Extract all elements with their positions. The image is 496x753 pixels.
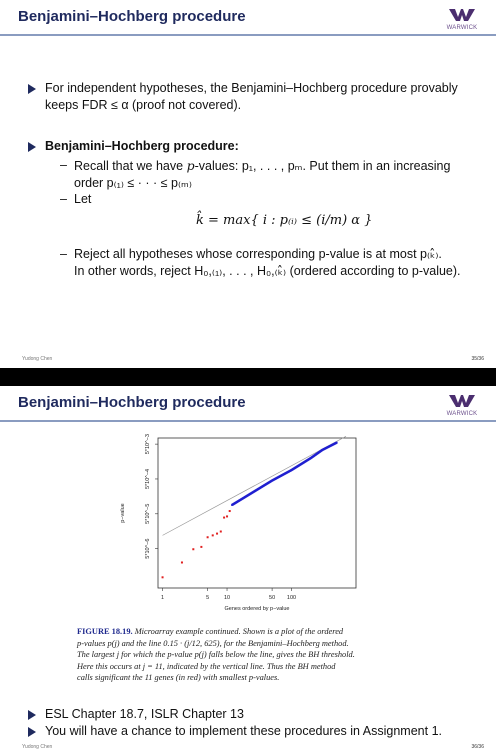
red-point bbox=[229, 510, 231, 512]
red-point bbox=[200, 546, 202, 548]
bullet-assignment: You will have a chance to implement these procedures in Assignment 1. bbox=[45, 724, 442, 738]
warwick-logo-text: WARWICK bbox=[446, 411, 478, 417]
slide-title: Benjamini–Hochberg procedure bbox=[18, 394, 246, 411]
sub-let: Let bbox=[74, 192, 92, 206]
bullet-triangle-icon bbox=[28, 84, 36, 94]
x-tick-label: 10 bbox=[223, 595, 231, 601]
x-tick-label: 50 bbox=[269, 595, 276, 601]
red-point bbox=[223, 517, 225, 519]
x-tick-label: 100 bbox=[286, 595, 297, 601]
y-tick-label: 5*10^−5 bbox=[145, 503, 151, 524]
figure-label: FIGURE 18.19. bbox=[77, 627, 133, 636]
bullet-triangle-icon bbox=[28, 710, 36, 720]
red-point bbox=[181, 561, 183, 563]
formula-khat: k̂ = max{ i : p₍ᵢ₎ ≤ (i/m) α } bbox=[196, 213, 373, 228]
y-tick-label: 5*10^−3 bbox=[145, 434, 151, 455]
sub-reject-line1: Reject all hypotheses whose corresponding p-value is at most p₍ₖ̂₎. bbox=[74, 247, 442, 261]
dash-icon: – bbox=[60, 247, 67, 261]
footer-author: Yudong Chen bbox=[22, 356, 53, 362]
footer-page: 36/36 bbox=[471, 744, 484, 750]
bullet-bh-heading: Benjamini–Hochberg procedure: bbox=[45, 139, 239, 153]
sub-reject bbox=[74, 246, 489, 280]
bullet-fdr-line1: For independent hypotheses, the Benjamini–Hochberg procedure provably bbox=[45, 81, 458, 95]
dash-icon: – bbox=[60, 192, 67, 206]
warwick-logo-icon bbox=[449, 395, 475, 407]
red-point bbox=[212, 534, 214, 536]
plot-frame bbox=[158, 438, 356, 588]
bullet-fdr bbox=[45, 80, 485, 114]
sub-recall-line2: order p₍₁₎ ≤ · · · ≤ p₍ₘ₎ bbox=[74, 176, 192, 190]
red-point bbox=[192, 548, 194, 550]
red-point bbox=[226, 515, 228, 517]
sub-reject-line2: In other words, reject H₀,₍₁₎, . . . , H₀,₍ₖ̂₎ (ordered according to p-value). bbox=[74, 264, 461, 278]
warwick-logo bbox=[442, 392, 482, 417]
red-point bbox=[220, 531, 222, 533]
title-divider bbox=[0, 34, 496, 36]
bullet-fdr-line2: keeps FDR ≤ α (proof not covered). bbox=[45, 98, 242, 112]
warwick-logo-icon bbox=[449, 9, 475, 21]
warwick-logo-text: WARWICK bbox=[446, 25, 478, 31]
y-tick-label: 5*10^−4 bbox=[145, 468, 151, 490]
dash-icon: – bbox=[60, 158, 67, 172]
y-tick-label: 5*10^−6 bbox=[145, 538, 151, 559]
slide-35 bbox=[0, 0, 496, 368]
slide-title: Benjamini–Hochberg procedure bbox=[18, 8, 246, 25]
red-point bbox=[207, 536, 209, 538]
figure-caption: FIGURE 18.19. Microarray example continued. Shown is a plot of the ordered p-values p(j) and the line 0.15 · (j/12, 625), for the Benjamini–Hochberg method. The largest j for which the p-value p(j) falls below the line, gives the BH threshold. Here this occurs at j = 11, indicated by the vertical line. Thus the BH method calls significant the 11 genes (in red) with smallest p-values. bbox=[77, 627, 355, 682]
slide-36 bbox=[0, 386, 496, 753]
footer-page: 35/36 bbox=[471, 356, 484, 362]
bullet-triangle-icon bbox=[28, 727, 36, 737]
y-axis-label: p−value bbox=[120, 503, 126, 523]
x-axis-label: Genes ordered by p−value bbox=[224, 606, 290, 612]
red-point bbox=[162, 576, 164, 578]
footer-author: Yudong Chen bbox=[22, 744, 53, 750]
warwick-logo bbox=[442, 6, 482, 31]
blue-point bbox=[336, 442, 338, 444]
title-divider bbox=[0, 420, 496, 422]
red-point bbox=[216, 533, 218, 535]
x-tick-label: 1 bbox=[161, 595, 165, 601]
bullet-triangle-icon bbox=[28, 142, 36, 152]
pvalue-chart bbox=[0, 426, 496, 656]
bullet-chapters: ESL Chapter 18.7, ISLR Chapter 13 bbox=[45, 707, 244, 721]
x-tick-label: 5 bbox=[206, 595, 210, 601]
sub-recall: Recall that we have p-values: p₁, . . . , pₘ. Put them in an increasing order p₍₁₎ ≤ · · · ≤ p₍ₘ₎ bbox=[74, 157, 484, 192]
